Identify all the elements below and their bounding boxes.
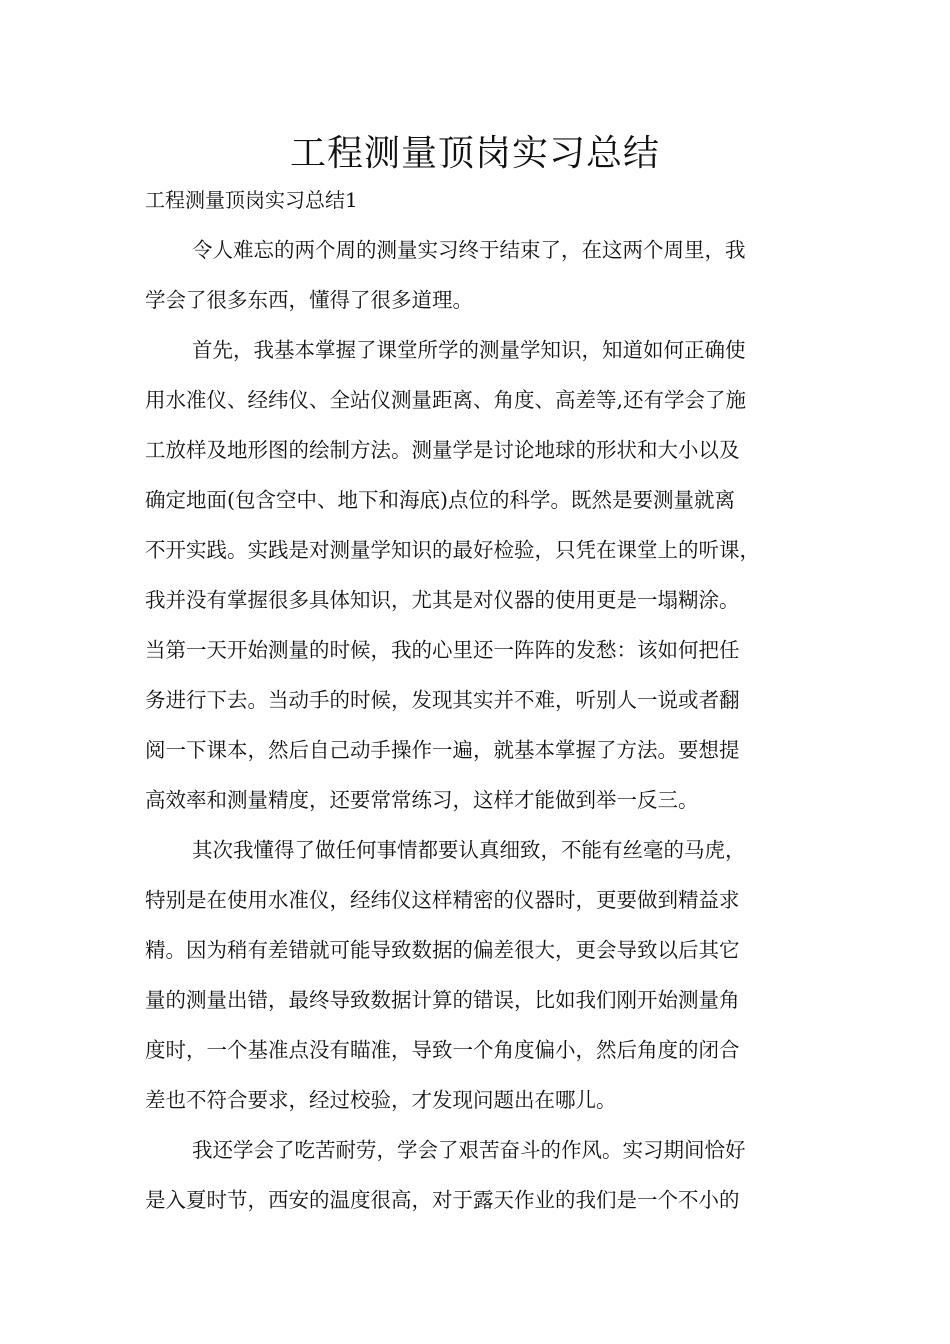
paragraph-line: 高效率和测量精度，还要常常练习，这样才能做到举一反三。 [145,788,699,812]
paragraph-line: 度时，一个基准点没有瞄准，导致一个角度偏小，然后角度的闭合 [145,1038,740,1062]
paragraph-line: 工放样及地形图的绘制方法。测量学是讨论地球的形状和大小以及 [145,438,740,462]
paragraph-line: 用水准仪、经纬仪、全站仪测量距离、角度、高差等,还有学会了施 [145,388,747,412]
paragraph-line: 差也不符合要求，经过校验，才发现问题出在哪儿。 [145,1088,617,1112]
paragraph-line: 令人难忘的两个周的测量实习终于结束了，在这两个周里，我 [192,238,746,262]
paragraph-line: 当第一天开始测量的时候，我的心里还一阵阵的发愁：该如何把任 [145,638,740,662]
paragraph-line: 务进行下去。当动手的时候，发现其实并不难，听别人一说或者翻 [145,688,740,712]
document-title: 工程测量顶岗实习总结 [289,133,660,174]
paragraph-line: 特别是在使用水准仪，经纬仪这样精密的仪器时，更要做到精益求 [145,888,740,912]
paragraph-line: 量的测量出错，最终导致数据计算的错误，比如我们刚开始测量角 [145,988,740,1012]
paragraph-line: 不开实践。实践是对测量学知识的最好检验，只凭在课堂上的听课， [145,538,760,562]
paragraph-line: 精。因为稍有差错就可能导致数据的偏差很大，更会导致以后其它 [145,938,740,962]
paragraph-line: 学会了很多东西，懂得了很多道理。 [145,288,473,312]
paragraph-line: 其次我懂得了做任何事情都要认真细致，不能有丝毫的马虎， [192,838,746,862]
paragraph-line: 确定地面(包含空中、地下和海底)点位的科学。既然是要测量就离 [145,488,735,512]
paragraph-line: 首先，我基本掌握了课堂所学的测量学知识，知道如何正确使 [192,338,746,362]
paragraph-line: 我并没有掌握很多具体知识，尤其是对仪器的使用更是一塌糊涂。 [145,588,740,612]
paragraph-line: 阅一下课本，然后自己动手操作一遍，就基本掌握了方法。要想提 [145,738,740,762]
section-heading: 工程测量顶岗实习总结1 [145,188,358,212]
paragraph-line: 我还学会了吃苦耐劳，学会了艰苦奋斗的作风。实习期间恰好 [192,1138,746,1162]
paragraph-line: 是入夏时节，西安的温度很高，对于露天作业的我们是一个不小的 [145,1188,740,1212]
